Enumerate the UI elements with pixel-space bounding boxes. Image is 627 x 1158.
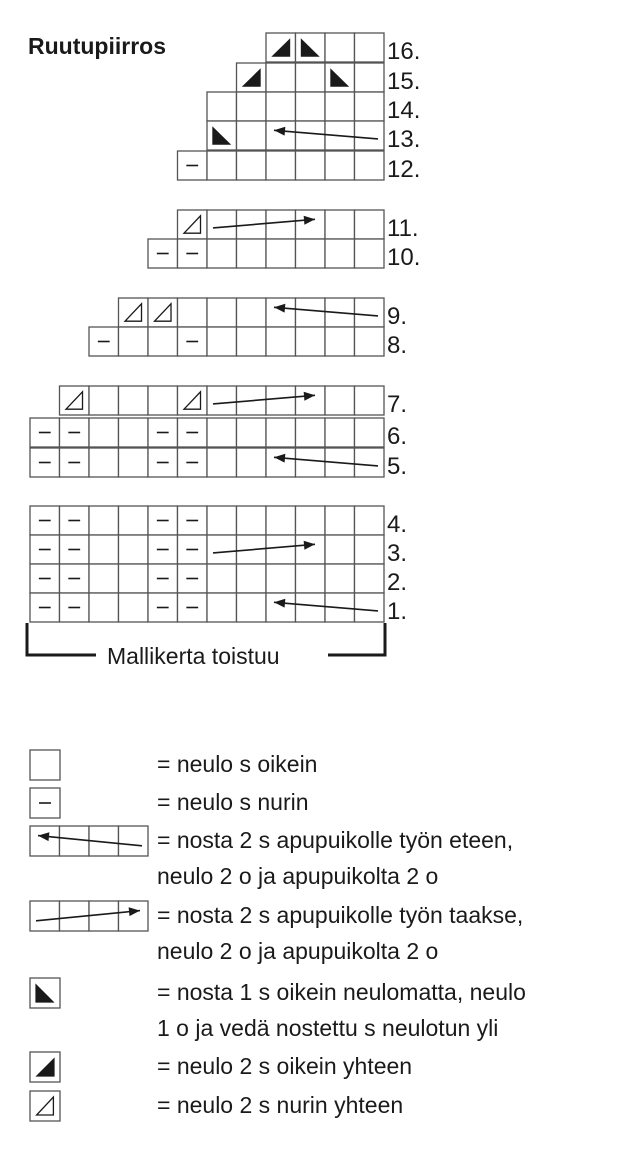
legend-text: = nosta 2 s apupuikolle työn eteen,: [157, 827, 514, 853]
chart-cell: [266, 564, 296, 593]
row-number: 13.: [387, 126, 421, 153]
repeat-label: Mallikerta toistuu: [107, 643, 280, 669]
chart-cell: [266, 418, 296, 447]
chart-cell: [207, 448, 237, 477]
chart-cell: [207, 327, 237, 356]
row-number: 1.: [387, 598, 408, 625]
row-number: 10.: [387, 244, 421, 271]
chart-cell: [207, 506, 237, 535]
chart-cell: [89, 593, 119, 622]
chart-cell: [119, 448, 149, 477]
chart-cell: [237, 506, 267, 535]
chart-cell: [89, 506, 119, 535]
chart-cell: [119, 506, 149, 535]
row-number: 4.: [387, 511, 408, 538]
chart-cell: [355, 418, 385, 447]
legend-cell: [119, 826, 149, 856]
legend-swatch: [30, 750, 60, 780]
row-number: 12.: [387, 156, 421, 183]
chart-cell: [296, 564, 326, 593]
chart-cell: [296, 239, 326, 268]
chart-cell: [325, 386, 355, 415]
chart-cell: [207, 151, 237, 180]
chart-cell: [325, 418, 355, 447]
chart-cell: [119, 593, 149, 622]
chart-cell: [355, 33, 385, 62]
chart-cell: [207, 564, 237, 593]
chart-cell: [237, 92, 267, 121]
chart-cell: [355, 239, 385, 268]
chart-cell: [237, 418, 267, 447]
legend-cell: [30, 826, 60, 856]
legend-text: = neulo 2 s nurin yhteen: [157, 1092, 404, 1118]
chart-cell: [237, 327, 267, 356]
chart-cell: [148, 386, 178, 415]
chart-cell: [355, 210, 385, 239]
legend-text: = neulo s oikein: [157, 751, 318, 777]
repeat-bracket-right: [328, 623, 385, 655]
chart-cell: [237, 121, 267, 150]
chart-cell: [119, 327, 149, 356]
chart-cell: [296, 151, 326, 180]
chart-cell: [119, 418, 149, 447]
chart-cell: [89, 418, 119, 447]
chart-cell: [237, 151, 267, 180]
legend-text: neulo 2 o ja apupuikolta 2 o: [157, 863, 439, 889]
chart-cell: [296, 92, 326, 121]
row-number: 16.: [387, 38, 421, 65]
chart-title: Ruutupiirros: [28, 33, 166, 59]
chart-cell: [296, 210, 326, 239]
chart-cell: [355, 63, 385, 92]
chart-cell: [296, 418, 326, 447]
chart-cell: [325, 564, 355, 593]
chart-cell: [355, 535, 385, 564]
chart-cell: [296, 386, 326, 415]
chart-cell: [89, 535, 119, 564]
chart-cell: [89, 386, 119, 415]
row-number: 8.: [387, 332, 408, 359]
legend-text: = neulo 2 s oikein yhteen: [157, 1053, 413, 1079]
chart-cell: [355, 593, 385, 622]
chart-cell: [207, 239, 237, 268]
chart-cell: [266, 210, 296, 239]
chart-cell: [207, 298, 237, 327]
legend-cell: [60, 826, 90, 856]
chart-cell: [325, 239, 355, 268]
row-number: 15.: [387, 68, 421, 95]
chart-cell: [89, 448, 119, 477]
legend-text: = neulo s nurin: [157, 789, 309, 815]
chart-cell: [207, 386, 237, 415]
chart-cell: [237, 593, 267, 622]
row-number: 6.: [387, 423, 408, 450]
chart-cell: [355, 564, 385, 593]
chart-cell: [296, 327, 326, 356]
chart-cell: [207, 210, 237, 239]
legend-text: 1 o ja vedä nostettu s neulotun yli: [157, 1015, 499, 1041]
chart-cell: [355, 327, 385, 356]
chart-cell: [296, 506, 326, 535]
legend-text: neulo 2 o ja apupuikolta 2 o: [157, 938, 439, 964]
chart-cell: [148, 327, 178, 356]
chart-cell: [119, 535, 149, 564]
chart-cell: [355, 121, 385, 150]
chart-cell: [325, 151, 355, 180]
chart-cell: [266, 63, 296, 92]
chart-cell: [266, 151, 296, 180]
chart-cell: [237, 564, 267, 593]
chart-cell: [266, 92, 296, 121]
chart-cell: [355, 151, 385, 180]
row-number: 11.: [387, 215, 419, 242]
chart-cell: [296, 63, 326, 92]
repeat-bracket-left: [27, 623, 96, 655]
chart-cell: [237, 239, 267, 268]
chart-cell: [355, 506, 385, 535]
chart-cell: [207, 535, 237, 564]
chart-cell: [296, 298, 326, 327]
chart-cell: [325, 92, 355, 121]
chart-cell: [296, 121, 326, 150]
chart-cell: [207, 593, 237, 622]
legend-cell: [119, 901, 149, 931]
chart-cell: [119, 386, 149, 415]
chart-cell: [266, 327, 296, 356]
chart-cell: [178, 298, 208, 327]
chart-cell: [266, 386, 296, 415]
row-number: 7.: [387, 391, 408, 418]
chart-cell: [355, 448, 385, 477]
chart-cell: [296, 593, 326, 622]
chart-cell: [266, 239, 296, 268]
chart-cell: [266, 535, 296, 564]
chart-cell: [119, 564, 149, 593]
row-number: 2.: [387, 569, 408, 596]
chart-cell: [266, 593, 296, 622]
chart-cell: [237, 448, 267, 477]
chart-cell: [266, 121, 296, 150]
chart-cell: [325, 210, 355, 239]
row-number: 3.: [387, 540, 408, 567]
chart-cell: [296, 448, 326, 477]
chart-cell: [325, 535, 355, 564]
row-number: 14.: [387, 97, 421, 124]
legend-cell: [89, 901, 119, 931]
chart-cell: [266, 506, 296, 535]
chart-cell: [266, 448, 296, 477]
chart-cell: [355, 386, 385, 415]
row-number: 5.: [387, 453, 408, 480]
chart-cell: [355, 92, 385, 121]
row-number: 9.: [387, 303, 408, 330]
legend-text: = nosta 2 s apupuikolle työn taakse,: [157, 902, 524, 928]
chart-cell: [296, 535, 326, 564]
legend-cell: [30, 901, 60, 931]
chart-cell: [325, 33, 355, 62]
chart-cell: [207, 418, 237, 447]
chart-cell: [207, 92, 237, 121]
chart-cell: [325, 327, 355, 356]
legend-text: = nosta 1 s oikein neulomatta, neulo: [157, 979, 526, 1005]
chart-cell: [355, 298, 385, 327]
chart-cell: [237, 298, 267, 327]
chart-cell: [325, 506, 355, 535]
chart-cell: [89, 564, 119, 593]
chart-cell: [266, 298, 296, 327]
